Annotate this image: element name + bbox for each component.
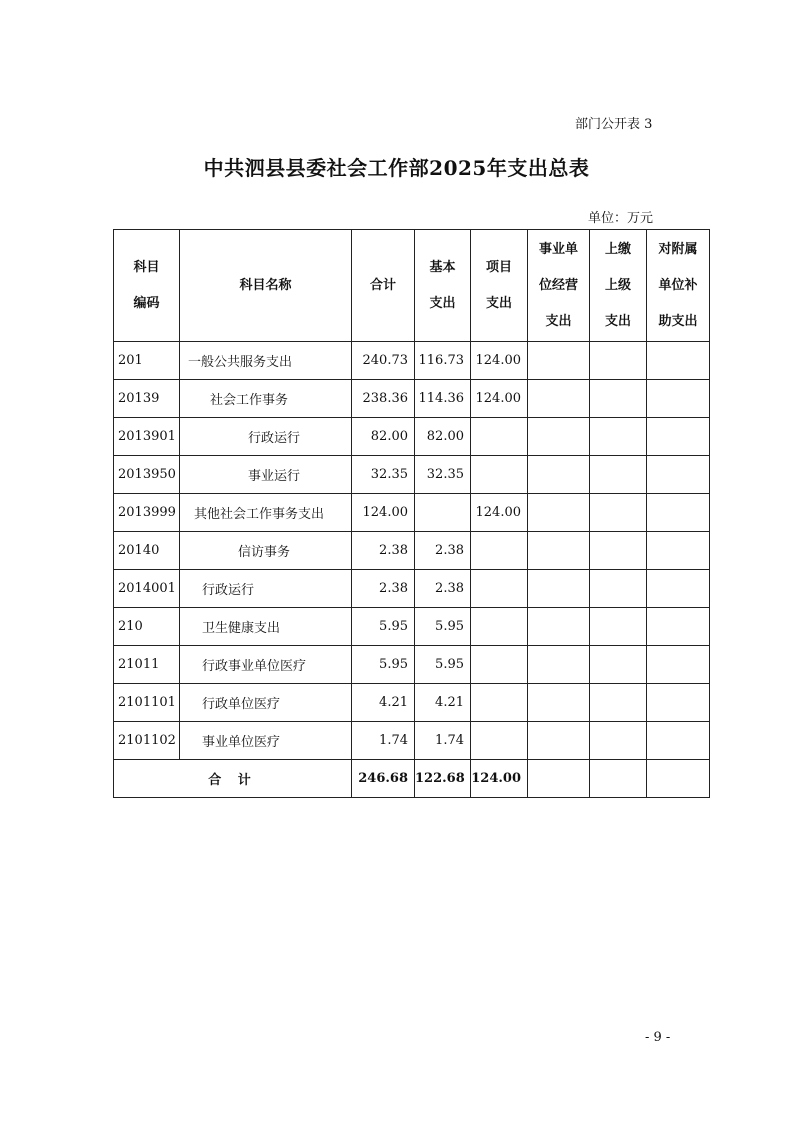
row-total: 240.73 — [352, 342, 415, 380]
row-basic: 2.38 — [415, 570, 471, 608]
header-name: 科目名称 — [180, 230, 352, 342]
row-name: 卫生健康支出 — [180, 608, 352, 646]
row-name: 信访事务 — [180, 532, 352, 570]
row-total: 32.35 — [352, 456, 415, 494]
row-upper — [590, 684, 647, 722]
row-project — [471, 684, 528, 722]
row-total: 1.74 — [352, 722, 415, 760]
table-row — [114, 456, 710, 494]
row-code: 201 — [114, 342, 180, 380]
row-code: 21011 — [114, 646, 180, 684]
row-upper — [590, 532, 647, 570]
row-basic: 82.00 — [415, 418, 471, 456]
row-upper — [590, 646, 647, 684]
row-name: 社会工作事务 — [180, 380, 352, 418]
row-project — [471, 418, 528, 456]
row-basic — [415, 494, 471, 532]
page-label: 部门公开表 3 — [575, 117, 653, 132]
table-total-row — [114, 760, 710, 798]
page-number: - 9 - — [645, 1030, 671, 1045]
row-code: 2013999 — [114, 494, 180, 532]
row-subsidy — [647, 646, 710, 684]
row-subsidy — [647, 684, 710, 722]
row-upper — [590, 456, 647, 494]
row-business — [528, 570, 590, 608]
row-project — [471, 608, 528, 646]
total-label: 合 计 — [114, 760, 352, 798]
table-row — [114, 570, 710, 608]
table-row — [114, 342, 710, 380]
row-total: 124.00 — [352, 494, 415, 532]
total-subsidy — [647, 760, 710, 798]
row-business — [528, 684, 590, 722]
row-subsidy — [647, 418, 710, 456]
row-project — [471, 646, 528, 684]
row-code: 2013901 — [114, 418, 180, 456]
row-subsidy — [647, 494, 710, 532]
row-total: 5.95 — [352, 608, 415, 646]
table-row — [114, 418, 710, 456]
row-business — [528, 646, 590, 684]
header-upper: 上缴 上级 支出 — [590, 230, 647, 342]
row-code: 2013950 — [114, 456, 180, 494]
row-upper — [590, 418, 647, 456]
row-name: 行政单位医疗 — [180, 684, 352, 722]
table-row — [114, 646, 710, 684]
row-basic: 5.95 — [415, 608, 471, 646]
row-total: 2.38 — [352, 570, 415, 608]
row-project — [471, 722, 528, 760]
row-total: 82.00 — [352, 418, 415, 456]
total-basic: 122.68 — [415, 760, 471, 798]
row-business — [528, 532, 590, 570]
row-basic: 5.95 — [415, 646, 471, 684]
row-name: 一般公共服务支出 — [180, 342, 352, 380]
row-subsidy — [647, 532, 710, 570]
row-total: 5.95 — [352, 646, 415, 684]
row-basic: 114.36 — [415, 380, 471, 418]
row-project — [471, 570, 528, 608]
total-project: 124.00 — [471, 760, 528, 798]
row-code: 210 — [114, 608, 180, 646]
row-name: 行政事业单位医疗 — [180, 646, 352, 684]
row-business — [528, 380, 590, 418]
page-title: 中共泗县县委社会工作部2025年支出总表 — [203, 156, 590, 180]
row-name: 其他社会工作事务支出 — [180, 494, 352, 532]
row-basic: 2.38 — [415, 532, 471, 570]
row-name: 行政运行 — [180, 570, 352, 608]
table-row — [114, 380, 710, 418]
row-total: 238.36 — [352, 380, 415, 418]
row-subsidy — [647, 456, 710, 494]
row-business — [528, 418, 590, 456]
row-basic: 116.73 — [415, 342, 471, 380]
row-code: 20139 — [114, 380, 180, 418]
expenditure-table — [113, 229, 710, 798]
row-subsidy — [647, 608, 710, 646]
header-total: 合计 — [352, 230, 415, 342]
row-name: 事业运行 — [180, 456, 352, 494]
row-upper — [590, 570, 647, 608]
row-code: 2101101 — [114, 684, 180, 722]
row-name: 行政运行 — [180, 418, 352, 456]
row-subsidy — [647, 342, 710, 380]
header-basic: 基本 支出 — [415, 230, 471, 342]
row-code: 2101102 — [114, 722, 180, 760]
row-project: 124.00 — [471, 494, 528, 532]
row-business — [528, 608, 590, 646]
row-code: 2014001 — [114, 570, 180, 608]
header-business: 事业单 位经营 支出 — [528, 230, 590, 342]
total-total: 246.68 — [352, 760, 415, 798]
row-project — [471, 532, 528, 570]
row-business — [528, 456, 590, 494]
row-basic: 4.21 — [415, 684, 471, 722]
row-upper — [590, 494, 647, 532]
row-total: 4.21 — [352, 684, 415, 722]
row-subsidy — [647, 570, 710, 608]
total-business — [528, 760, 590, 798]
table-row — [114, 722, 710, 760]
row-business — [528, 342, 590, 380]
total-upper — [590, 760, 647, 798]
row-code: 20140 — [114, 532, 180, 570]
row-basic: 32.35 — [415, 456, 471, 494]
unit-label: 单位：万元 — [588, 211, 654, 226]
header-code: 科目 编码 — [114, 230, 180, 342]
row-upper — [590, 608, 647, 646]
row-basic: 1.74 — [415, 722, 471, 760]
row-project: 124.00 — [471, 380, 528, 418]
row-upper — [590, 380, 647, 418]
row-upper — [590, 722, 647, 760]
table-row — [114, 494, 710, 532]
table-row — [114, 532, 710, 570]
table-row — [114, 684, 710, 722]
row-business — [528, 494, 590, 532]
row-project: 124.00 — [471, 342, 528, 380]
row-project — [471, 456, 528, 494]
row-subsidy — [647, 722, 710, 760]
row-business — [528, 722, 590, 760]
row-total: 2.38 — [352, 532, 415, 570]
row-name: 事业单位医疗 — [180, 722, 352, 760]
row-subsidy — [647, 380, 710, 418]
table-header-row — [114, 230, 710, 342]
row-upper — [590, 342, 647, 380]
table-row — [114, 608, 710, 646]
header-subsidy: 对附属 单位补 助支出 — [647, 230, 710, 342]
header-project: 项目 支出 — [471, 230, 528, 342]
